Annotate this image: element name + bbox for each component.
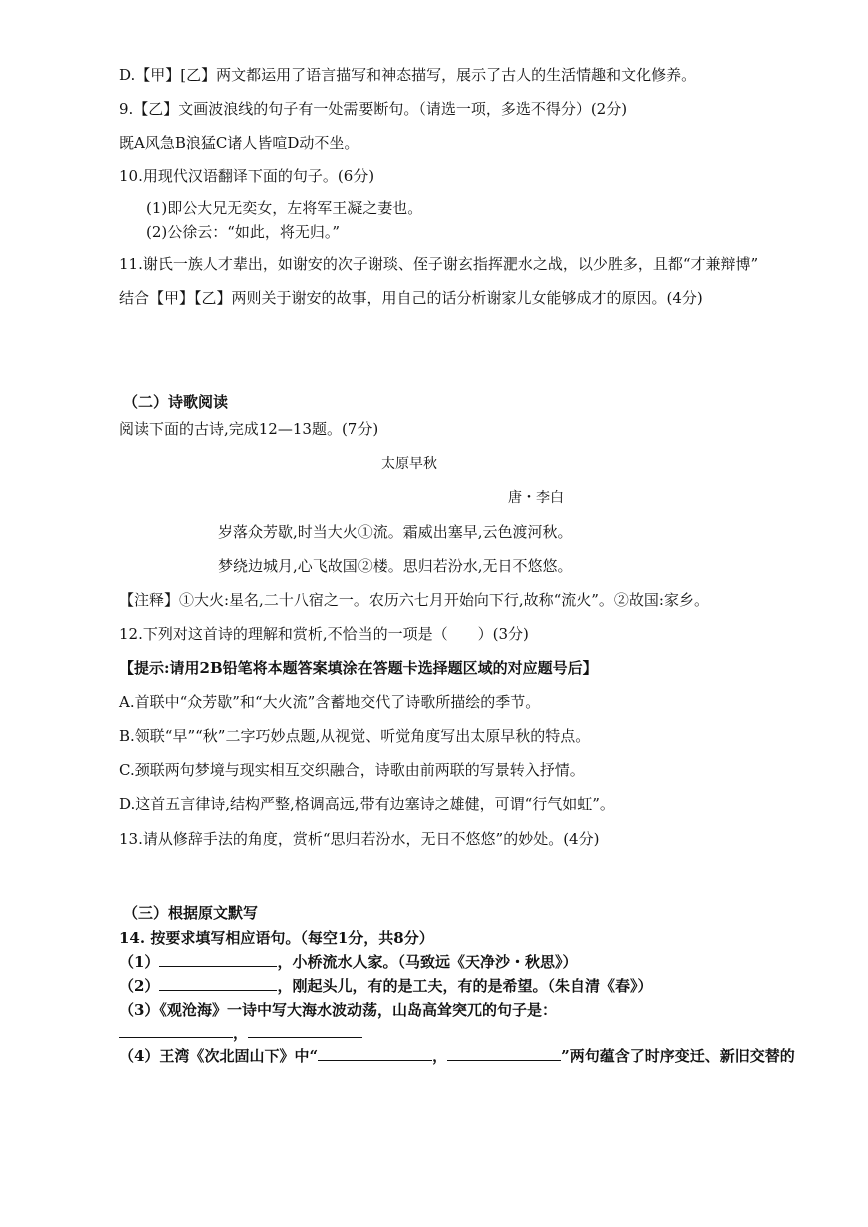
q12-option-b: B.领联“早”“秋”二字巧妙点题,从视觉、听觉角度写出太原早秋的特点。 [119, 727, 591, 745]
q14-item-3-separator: ， [233, 1024, 249, 1042]
q12-stem: 12.下列对这首诗的理解和赏析,不恰当的一项是（ ）(3分) [119, 625, 529, 643]
q14-item-4-prefix: （4）王湾《次北固山下》中“ [119, 1047, 319, 1065]
q12-option-c: C.颈联两句梦境与现实相互交织融合，诗歌由前两联的写景转入抒情。 [119, 761, 585, 779]
q14-stem: 14. 按要求填写相应语句。（每空1分，共8分） [119, 929, 434, 947]
poetry-section-heading: （二）诗歌阅读 [123, 393, 229, 411]
q14-blank-3a[interactable] [119, 1022, 233, 1038]
q12-hint: 【提示:请用2B铅笔将本题答案填涂在答题卡选择题区域的对应题号后】 [119, 659, 598, 677]
q8-option-d: D.【甲】[乙】两文都运用了语言描写和神态描写，展示了古人的生活情趣和文化修养。 [119, 66, 697, 84]
q9-options: 既A风急B浪猛C诸人皆喧D动不坐。 [119, 134, 360, 152]
q14-blank-1[interactable] [159, 951, 277, 967]
poetry-intro: 阅读下面的古诗,完成12—13题。(7分) [119, 420, 379, 438]
q14-item-2 [119, 975, 652, 997]
q14-item-1-number: （1） [119, 953, 160, 971]
poem-line-1: 岁落众芳歇,时当大火①流。霜威出塞早,云色渡河秋。 [218, 523, 573, 541]
q11-line-2: 结合【甲】【乙】两则关于谢安的故事，用自己的话分析谢家儿女能够成才的原因。(4分) [119, 289, 703, 307]
q12-option-d: D.这首五言律诗,结构严整,格调高远,带有边塞诗之雄健，可谓“行气如虹”。 [119, 795, 615, 813]
q14-blank-4b[interactable] [447, 1045, 561, 1061]
q11-line-1: 11.谢氏一族人才辈出，如谢安的次子谢琰、侄子谢玄指挥淝水之战，以少胜多，且都“才兼辩博” [119, 255, 759, 273]
q10-sentence-1: (1)即公大兄无奕女，左将军王凝之妻也。 [146, 199, 423, 217]
poem-author: 唐・李白 [508, 490, 564, 506]
q14-item-2-number: （2） [119, 977, 160, 995]
q14-item-4-suffix: ”两句蕴含了时序变迁、新旧交替的 [561, 1047, 795, 1065]
dictation-section-heading: （三）根据原文默写 [123, 904, 259, 922]
q14-item-2-text: ，刚起头儿，有的是工夫，有的是希望。（朱自清《春》） [277, 977, 653, 995]
q14-item-4 [119, 1045, 795, 1067]
q14-blank-4a[interactable] [318, 1045, 432, 1061]
q14-item-1-text: ，小桥流水人家。（马致远《天净沙・秋思》） [277, 953, 578, 971]
q14-item-3-answers [119, 1022, 362, 1044]
q10-stem: 10.用现代汉语翻译下面的句子。(6分) [119, 167, 375, 185]
q9-stem: 9.【乙】文画波浪线的句子有一处需要断句。（请选一项，多选不得分）(2分) [119, 100, 628, 118]
q14-blank-2[interactable] [159, 975, 277, 991]
q10-sentence-2: (2)公徐云：“如此，将无归。” [146, 223, 341, 241]
q14-item-3: （3）《观沧海》一诗中写大海水波动荡，山岛高耸突兀的句子是： [119, 1001, 557, 1019]
poem-title: 太原早秋 [381, 456, 437, 472]
poem-line-2: 梦绕边城月,心飞故国②楼。思归若汾水,无日不悠悠。 [218, 557, 573, 575]
poem-annotation: 【注释】①大火:星名,二十八宿之一。农历六七月开始向下行,故称“流火”。②故国:家乡。 [119, 591, 709, 609]
q14-item-4-separator: ， [432, 1047, 448, 1065]
q13-stem: 13.请从修辞手法的角度，赏析“思归若汾水，无日不悠悠”的妙处。(4分) [119, 830, 600, 848]
q12-option-a: A.首联中“众芳歇”和“大火流”含蓄地交代了诗歌所描绘的季节。 [119, 693, 541, 711]
q14-item-1 [119, 951, 577, 973]
q14-blank-3b[interactable] [248, 1022, 362, 1038]
